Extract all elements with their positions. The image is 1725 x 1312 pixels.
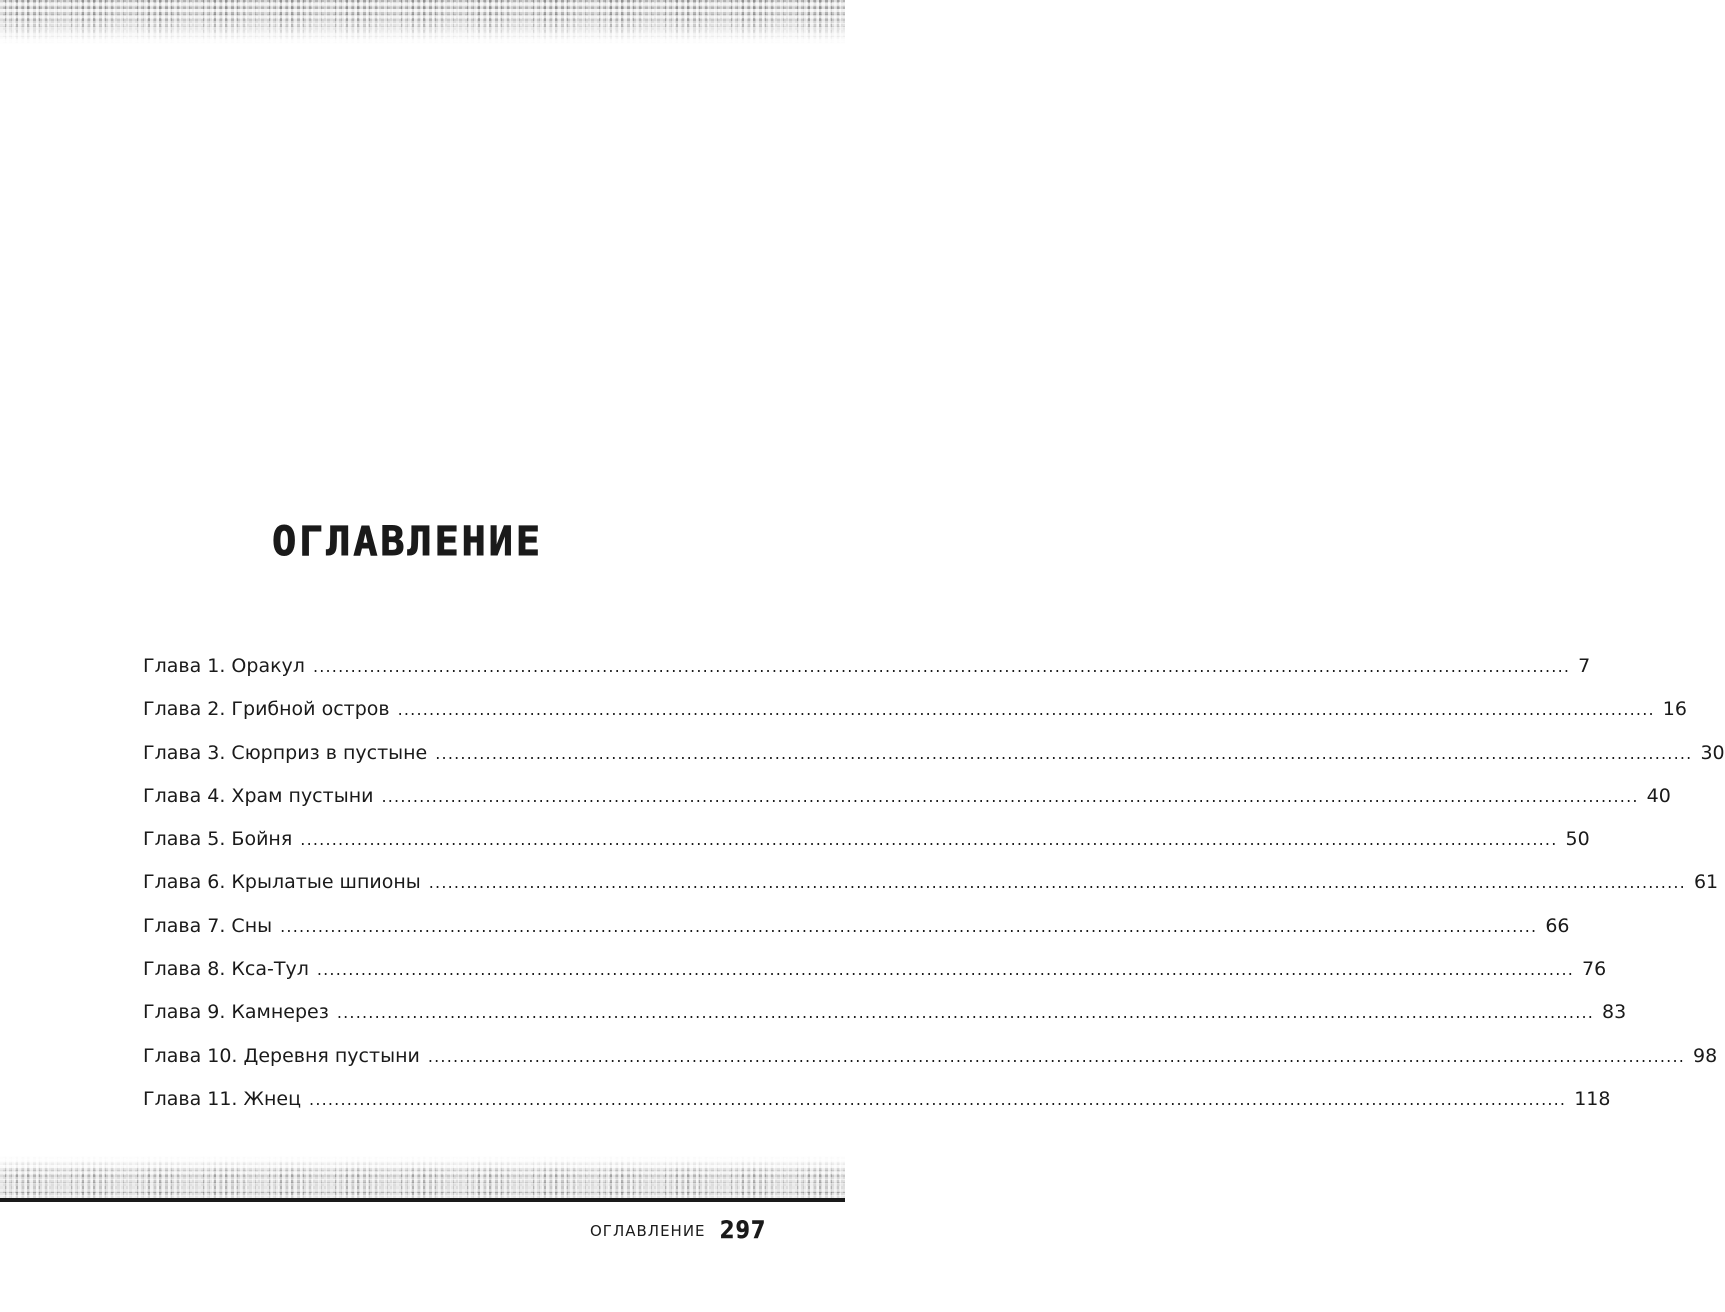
page-title: ОГЛАВЛЕНИЕ bbox=[272, 518, 543, 565]
toc-entry-page: 118 bbox=[1574, 1087, 1611, 1110]
toc-entry bbox=[143, 914, 1570, 958]
toc-entry bbox=[143, 958, 1607, 1001]
toc-dot-leader: ........................................................................................................................................................................................................ bbox=[397, 700, 1655, 720]
toc-entry bbox=[143, 1001, 1627, 1044]
toc-entry-page: 83 bbox=[1602, 1001, 1627, 1024]
bottom-pixel-border bbox=[0, 1156, 845, 1198]
toc-entry bbox=[143, 871, 1719, 914]
toc-entry-page: 66 bbox=[1545, 914, 1570, 937]
toc-entry-page: 50 bbox=[1565, 828, 1590, 851]
toc-entry bbox=[143, 741, 1725, 785]
footer-rule bbox=[0, 1198, 845, 1202]
toc-entry-label: Глава 1. Оракул bbox=[143, 655, 305, 677]
toc-dot-leader: ........................................................................................................................................................................................................ bbox=[336, 1003, 1595, 1023]
toc-dot-leader: ........................................................................................................................................................................................................ bbox=[435, 743, 1693, 763]
toc-entry-page: 76 bbox=[1582, 958, 1607, 981]
toc-dot-leader: ........................................................................................................................................................................................................ bbox=[280, 916, 1538, 936]
toc-entry-label: Глава 5. Бойня bbox=[143, 828, 293, 851]
toc-entry-page: 40 bbox=[1646, 784, 1671, 807]
toc-dot-leader: ........................................................................................................................................................................................................ bbox=[312, 657, 1571, 676]
table-of-contents bbox=[143, 655, 1725, 1131]
toc-entry bbox=[143, 828, 1590, 871]
toc-entry-label: Глава 3. Сюрприз в пустыне bbox=[143, 741, 428, 764]
toc-entry bbox=[143, 1087, 1611, 1131]
toc-entry-label: Глава 9. Камнерез bbox=[143, 1001, 329, 1024]
toc-entry-page: 30 bbox=[1700, 741, 1725, 764]
toc-entry-label: Глава 4. Храм пустыни bbox=[143, 784, 374, 807]
page-number: 297 bbox=[720, 1216, 767, 1244]
toc-dot-leader: ........................................................................................................................................................................................................ bbox=[427, 1046, 1686, 1066]
toc-entry-label: Глава 11. Жнец bbox=[143, 1087, 302, 1110]
toc-dot-leader: ........................................................................................................................................................................................................ bbox=[316, 960, 1575, 980]
top-pixel-border bbox=[0, 0, 845, 44]
running-head: ОГЛАВЛЕНИЕ bbox=[590, 1222, 706, 1240]
toc-entry-label: Глава 7. Сны bbox=[143, 914, 273, 937]
toc-entry-page: 7 bbox=[1578, 655, 1591, 677]
toc-entry bbox=[143, 655, 1591, 698]
toc-entry bbox=[143, 784, 1671, 828]
toc-entry-page: 98 bbox=[1693, 1044, 1718, 1067]
toc-dot-leader: ........................................................................................................................................................................................................ bbox=[381, 786, 1639, 806]
toc-entry bbox=[143, 1044, 1718, 1088]
toc-entry bbox=[143, 698, 1687, 741]
toc-entry-page: 16 bbox=[1662, 698, 1687, 721]
toc-dot-leader: ........................................................................................................................................................................................................ bbox=[309, 1089, 1567, 1109]
toc-dot-leader: ........................................................................................................................................................................................................ bbox=[428, 873, 1686, 893]
toc-entry-label: Глава 6. Крылатые шпионы bbox=[143, 871, 421, 894]
toc-entry-label: Глава 2. Грибной остров bbox=[143, 698, 390, 721]
toc-entry-page: 61 bbox=[1693, 871, 1719, 894]
toc-entry-label: Глава 10. Деревня пустыни bbox=[143, 1044, 420, 1067]
toc-dot-leader: ........................................................................................................................................................................................................ bbox=[300, 830, 1558, 850]
toc-entry-label: Глава 8. Кса-Тул bbox=[143, 958, 309, 981]
